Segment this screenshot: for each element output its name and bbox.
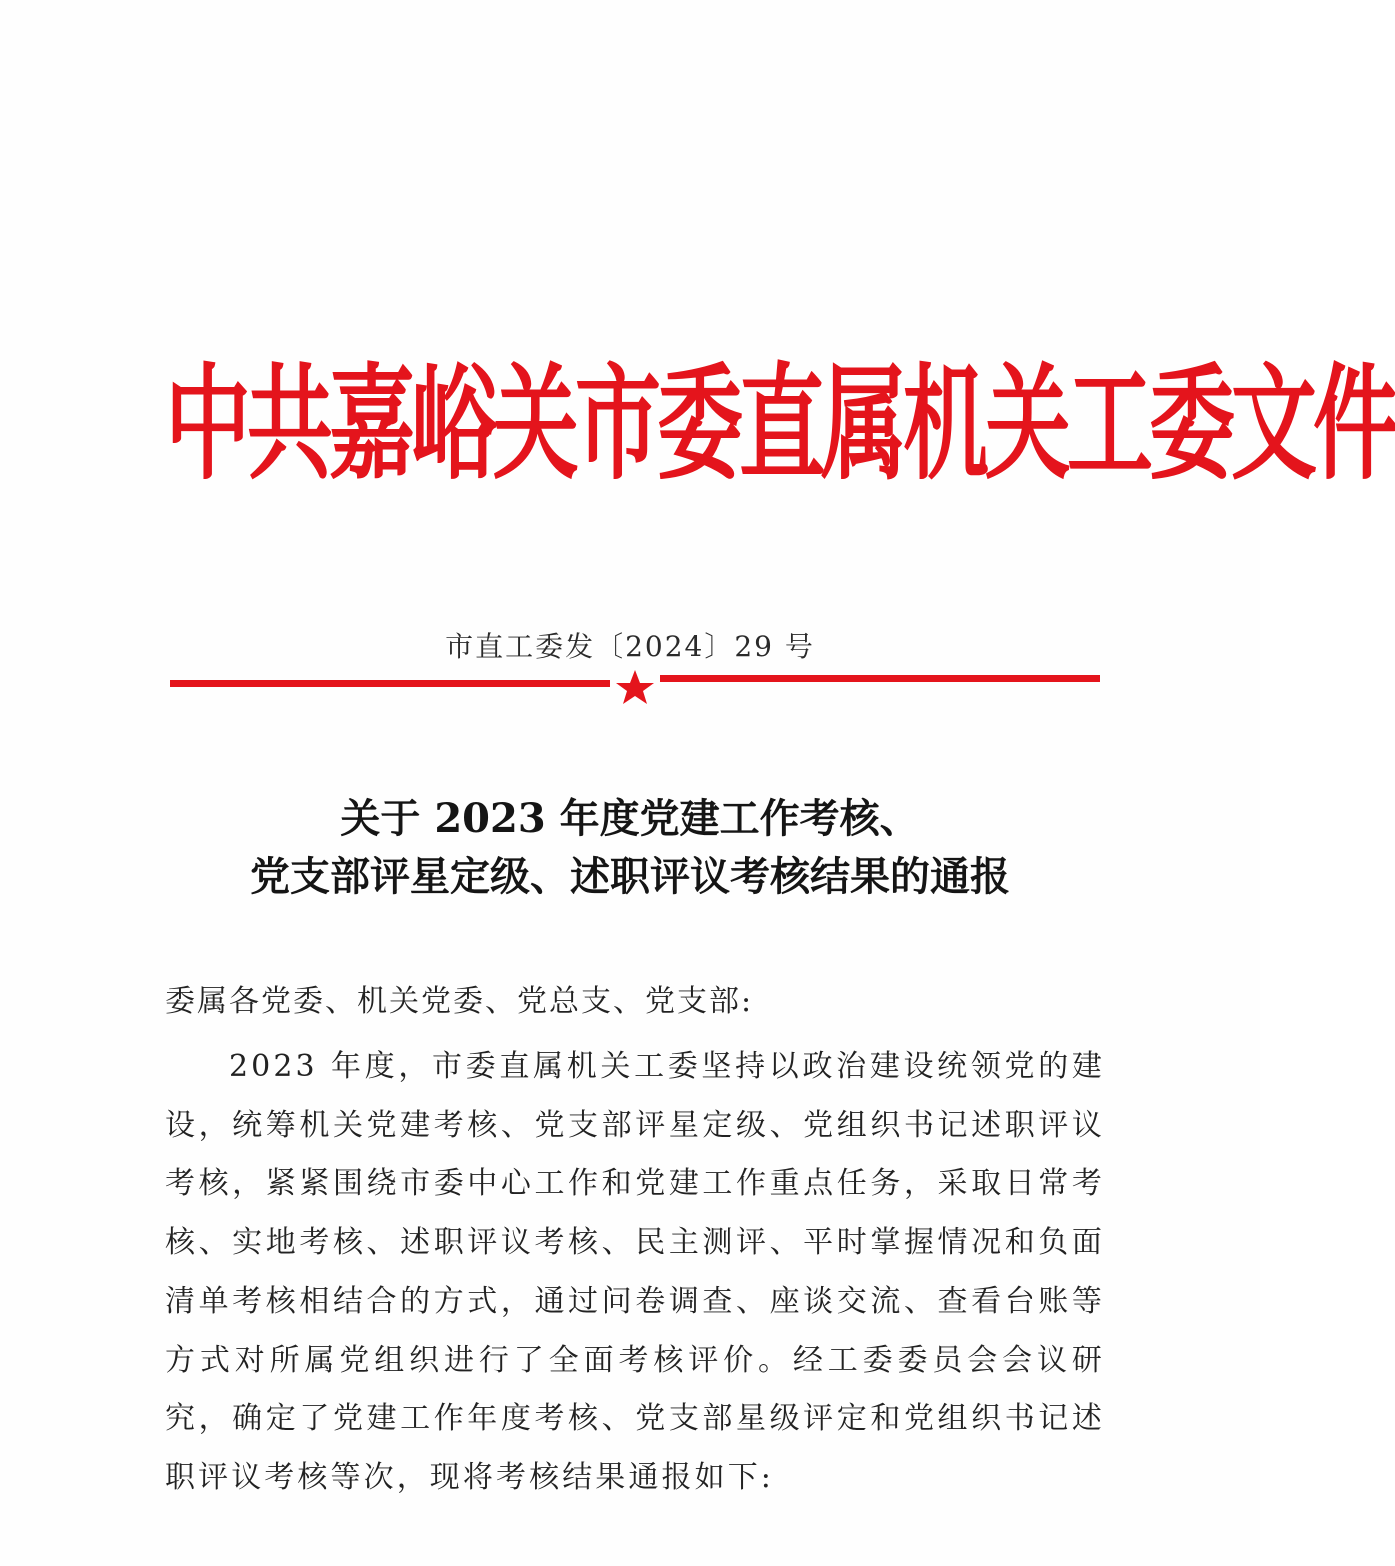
star-icon xyxy=(616,670,654,704)
red-separator-line xyxy=(170,668,1102,704)
document-number: 市直工委发〔2024〕29 号 xyxy=(445,630,815,663)
notice-title-line-1: 关于 2023 年度党建工作考核、 xyxy=(340,795,920,842)
salutation: 委属各党委、机关党委、党总支、党支部: xyxy=(165,984,754,1019)
notice-title-line-2: 党支部评星定级、述职评议考核结果的通报 xyxy=(250,853,1010,900)
red-masthead-title: 中共嘉峪关市委直属机关工委文件 xyxy=(165,352,1395,498)
body-paragraph: 2023 年度，市委直属机关工委坚持以政治建设统领党的建设，统筹机关党建考核、党支部评星定级、党组织书记述职评议考核，紧紧围绕市委中心工作和党建工作重点任务，采取日常考核、实地考核、述职评议考核、民主测评、平时掌握情况和负面清单考核相结合的方式，通过问卷调查、座谈交流、查看台账等方式对所属党组织进行了全面考核评价。经工委委员会会议研究，确定了党建工作年度考核、党支部星级评定和党组织书记述职评议考核等次，现将考核结果通报如下: xyxy=(165,1049,1105,1495)
separator-left-bar xyxy=(170,680,610,687)
separator-right-bar xyxy=(660,675,1100,682)
notice-title xyxy=(150,790,1110,906)
